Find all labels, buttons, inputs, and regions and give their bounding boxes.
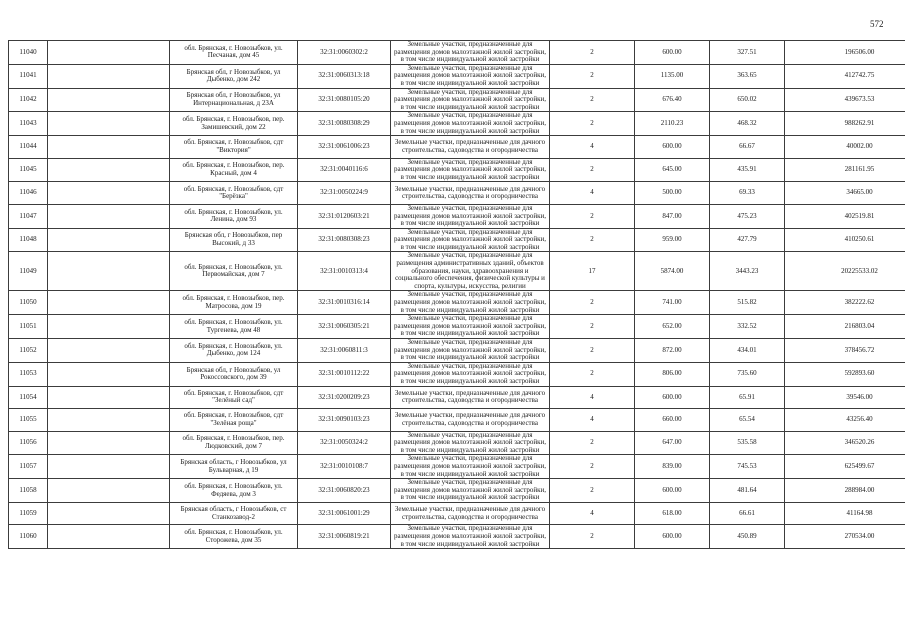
specific-value-cell: 535.58 — [710, 431, 785, 455]
address-cell: обл. Брянская, г. Новозыбков, пер. Красный, дом 4 — [170, 158, 298, 182]
specific-value-cell: 434.01 — [710, 339, 785, 363]
use-group-cell: 2 — [550, 362, 635, 386]
cadastral-value-cell: 39546.00 — [785, 386, 905, 409]
land-use-cell: Земельные участки, предназначенные для размещения домов малоэтажной жилой застройки, в том числе индивидуальной жилой застройки — [391, 479, 550, 503]
parcel-number: 11057 — [9, 455, 48, 479]
land-use-cell: Земельные участки, предназначенные для размещения домов малоэтажной жилой застройки, в том числе индивидуальной жилой застройки — [391, 158, 550, 182]
cadastral-value-cell: 412742.75 — [785, 64, 905, 88]
spacer-cell — [48, 182, 170, 205]
use-group-cell: 2 — [550, 158, 635, 182]
land-use-cell: Земельные участки, предназначенные для размещения домов малоэтажной жилой застройки, в том числе индивидуальной жилой застройки — [391, 455, 550, 479]
cadastral-number-cell: 32:31:0060819:21 — [298, 525, 391, 549]
use-group-cell: 2 — [550, 228, 635, 252]
address-cell: обл. Брянская, г. Новозыбков, сдт "Зелёная роща" — [170, 409, 298, 432]
parcel-number: 11047 — [9, 204, 48, 228]
address-cell: Брянская область, г Новозыбков, ст Станкозавод-2 — [170, 502, 298, 525]
spacer-cell — [48, 112, 170, 136]
area-cell: 847.00 — [635, 204, 710, 228]
cadastral-value-cell: 402519.81 — [785, 204, 905, 228]
specific-value-cell: 66.61 — [710, 502, 785, 525]
use-group-cell: 4 — [550, 502, 635, 525]
specific-value-cell: 650.02 — [710, 88, 785, 112]
cadastral-number-cell: 32:31:0080308:23 — [298, 228, 391, 252]
specific-value-cell: 66.67 — [710, 136, 785, 159]
spacer-cell — [48, 362, 170, 386]
use-group-cell: 2 — [550, 204, 635, 228]
specific-value-cell: 65.54 — [710, 409, 785, 432]
page-number: 572 — [870, 19, 884, 29]
land-use-cell: Земельные участки, предназначенные для дачного строительства, садоводства и огородничества — [391, 182, 550, 205]
land-use-cell: Земельные участки, предназначенные для размещения домов малоэтажной жилой застройки, в том числе индивидуальной жилой застройки — [391, 41, 550, 65]
table-row — [9, 228, 905, 252]
area-cell: 2110.23 — [635, 112, 710, 136]
area-cell: 600.00 — [635, 136, 710, 159]
area-cell: 600.00 — [635, 41, 710, 65]
specific-value-cell: 475.23 — [710, 204, 785, 228]
table-row — [9, 502, 905, 525]
table-row — [9, 41, 905, 65]
table-row — [9, 386, 905, 409]
area-cell: 618.00 — [635, 502, 710, 525]
cadastral-value-cell: 382222.62 — [785, 291, 905, 315]
spacer-cell — [48, 315, 170, 339]
cadastral-number-cell: 32:31:0050324:2 — [298, 431, 391, 455]
cadastral-number-cell: 32:31:0060302:2 — [298, 41, 391, 65]
use-group-cell: 2 — [550, 64, 635, 88]
address-cell: обл. Брянская, г. Новозыбков, сдт "Зелёный сад" — [170, 386, 298, 409]
parcel-number: 11060 — [9, 525, 48, 549]
spacer-cell — [48, 158, 170, 182]
table-row — [9, 204, 905, 228]
table-row — [9, 158, 905, 182]
address-cell: обл. Брянская, г. Новозыбков, сдт "Берёзка" — [170, 182, 298, 205]
cadastral-number-cell: 32:31:0010313:4 — [298, 252, 391, 291]
cadastral-number-cell: 32:31:0060305:21 — [298, 315, 391, 339]
spacer-cell — [48, 386, 170, 409]
specific-value-cell: 327.51 — [710, 41, 785, 65]
land-use-cell: Земельные участки, предназначенные для размещения домов малоэтажной жилой застройки, в том числе индивидуальной жилой застройки — [391, 112, 550, 136]
parcel-number: 11048 — [9, 228, 48, 252]
cadastral-value-cell: 288984.00 — [785, 479, 905, 503]
spacer-cell — [48, 409, 170, 432]
area-cell: 660.00 — [635, 409, 710, 432]
use-group-cell: 2 — [550, 41, 635, 65]
parcel-number: 11044 — [9, 136, 48, 159]
area-cell: 600.00 — [635, 479, 710, 503]
table-row — [9, 455, 905, 479]
area-cell: 839.00 — [635, 455, 710, 479]
specific-value-cell: 735.60 — [710, 362, 785, 386]
cadastral-number-cell: 32:31:0060820:23 — [298, 479, 391, 503]
cadastral-value-cell: 34665.00 — [785, 182, 905, 205]
land-use-cell: Земельные участки, предназначенные для дачного строительства, садоводства и огородничества — [391, 136, 550, 159]
land-use-cell: Земельные участки, предназначенные для размещения административных зданий, объектов образования, науки, здравоохранения и социального обеспечения, физической культуры и спорта, культуры, искусства, религии — [391, 252, 550, 291]
land-use-cell: Земельные участки, предназначенные для размещения домов малоэтажной жилой застройки, в том числе индивидуальной жилой застройки — [391, 291, 550, 315]
cadastral-value-cell: 410250.61 — [785, 228, 905, 252]
cadastral-value-cell: 20225533.02 — [785, 252, 905, 291]
area-cell: 741.00 — [635, 291, 710, 315]
cadastral-value-cell: 592893.60 — [785, 362, 905, 386]
cadastral-number-cell: 32:31:0050224:9 — [298, 182, 391, 205]
spacer-cell — [48, 88, 170, 112]
address-cell: Брянская область, г Новозыбков, ул Бульварная, д 19 — [170, 455, 298, 479]
area-cell: 676.40 — [635, 88, 710, 112]
address-cell: Брянская обл, г Новозыбков, пер Высокий, д 33 — [170, 228, 298, 252]
address-cell: Брянская обл, г Новозыбков, ул Рокоссовского, дом 39 — [170, 362, 298, 386]
address-cell: Брянская обл, г Новозыбков, ул Интернациональная, д 23А — [170, 88, 298, 112]
spacer-cell — [48, 228, 170, 252]
land-use-cell: Земельные участки, предназначенные для размещения домов малоэтажной жилой застройки, в том числе индивидуальной жилой застройки — [391, 88, 550, 112]
area-cell: 959.00 — [635, 228, 710, 252]
parcel-number: 11040 — [9, 41, 48, 65]
area-cell: 600.00 — [635, 525, 710, 549]
table-row — [9, 252, 905, 291]
area-cell: 645.00 — [635, 158, 710, 182]
use-group-cell: 4 — [550, 386, 635, 409]
spacer-cell — [48, 479, 170, 503]
spacer-cell — [48, 204, 170, 228]
specific-value-cell: 3443.23 — [710, 252, 785, 291]
use-group-cell: 2 — [550, 339, 635, 363]
table-row — [9, 362, 905, 386]
area-cell: 1135.00 — [635, 64, 710, 88]
area-cell: 600.00 — [635, 386, 710, 409]
address-cell: обл. Брянская, г. Новозыбков, пер. Людковский, дом 7 — [170, 431, 298, 455]
table-row — [9, 136, 905, 159]
cadastral-value-cell: 196506.00 — [785, 41, 905, 65]
parcel-number: 11042 — [9, 88, 48, 112]
spacer-cell — [48, 136, 170, 159]
cadastral-value-cell: 281161.95 — [785, 158, 905, 182]
table-row — [9, 431, 905, 455]
cadastral-number-cell: 32:31:0061006:23 — [298, 136, 391, 159]
table-row — [9, 315, 905, 339]
cadastral-value-cell: 43256.40 — [785, 409, 905, 432]
land-use-cell: Земельные участки, предназначенные для размещения домов малоэтажной жилой застройки, в том числе индивидуальной жилой застройки — [391, 525, 550, 549]
address-cell: обл. Брянская, г. Новозыбков, сдт "Виктория" — [170, 136, 298, 159]
cadastral-number-cell: 32:31:0080105:20 — [298, 88, 391, 112]
spacer-cell — [48, 64, 170, 88]
address-cell: обл. Брянская, г. Новозыбков, ул. Ленина, дом 93 — [170, 204, 298, 228]
address-cell: обл. Брянская, г. Новозыбков, ул. Тургенева, дом 48 — [170, 315, 298, 339]
use-group-cell: 2 — [550, 291, 635, 315]
use-group-cell: 4 — [550, 136, 635, 159]
land-use-cell: Земельные участки, предназначенные для размещения домов малоэтажной жилой застройки, в том числе индивидуальной жилой застройки — [391, 64, 550, 88]
address-cell: обл. Брянская, г. Новозыбков, ул. Первомайская, дом 7 — [170, 252, 298, 291]
use-group-cell: 2 — [550, 431, 635, 455]
specific-value-cell: 65.91 — [710, 386, 785, 409]
parcel-number: 11053 — [9, 362, 48, 386]
use-group-cell: 2 — [550, 455, 635, 479]
spacer-cell — [48, 41, 170, 65]
parcel-number: 11045 — [9, 158, 48, 182]
cadastral-number-cell: 32:31:0200209:23 — [298, 386, 391, 409]
spacer-cell — [48, 525, 170, 549]
cadastral-number-cell: 32:31:0120603:21 — [298, 204, 391, 228]
parcel-number: 11056 — [9, 431, 48, 455]
use-group-cell: 4 — [550, 182, 635, 205]
address-cell: обл. Брянская, г. Новозыбков, пер. Матросова, дом 19 — [170, 291, 298, 315]
area-cell: 5874.00 — [635, 252, 710, 291]
specific-value-cell: 481.64 — [710, 479, 785, 503]
specific-value-cell: 69.33 — [710, 182, 785, 205]
spacer-cell — [48, 339, 170, 363]
specific-value-cell: 468.32 — [710, 112, 785, 136]
land-use-cell: Земельные участки, предназначенные для размещения домов малоэтажной жилой застройки, в том числе индивидуальной жилой застройки — [391, 228, 550, 252]
land-use-cell: Земельные участки, предназначенные для размещения домов малоэтажной жилой застройки, в том числе индивидуальной жилой застройки — [391, 362, 550, 386]
use-group-cell: 4 — [550, 409, 635, 432]
table-body — [9, 41, 905, 549]
cadastral-number-cell: 32:31:0010108:7 — [298, 455, 391, 479]
parcel-number: 11058 — [9, 479, 48, 503]
cadastral-value-cell: 378456.72 — [785, 339, 905, 363]
cadastral-value-cell: 40002.00 — [785, 136, 905, 159]
parcel-number: 11049 — [9, 252, 48, 291]
area-cell: 500.00 — [635, 182, 710, 205]
cadastral-number-cell: 32:31:0061001:29 — [298, 502, 391, 525]
specific-value-cell: 515.82 — [710, 291, 785, 315]
use-group-cell: 2 — [550, 525, 635, 549]
area-cell: 652.00 — [635, 315, 710, 339]
land-use-cell: Земельные участки, предназначенные для размещения домов малоэтажной жилой застройки, в том числе индивидуальной жилой застройки — [391, 315, 550, 339]
parcel-number: 11043 — [9, 112, 48, 136]
cadastral-value-cell: 270534.00 — [785, 525, 905, 549]
parcel-number: 11050 — [9, 291, 48, 315]
cadastral-value-cell: 41164.98 — [785, 502, 905, 525]
land-use-cell: Земельные участки, предназначенные для размещения домов малоэтажной жилой застройки, в том числе индивидуальной жилой застройки — [391, 204, 550, 228]
cadastral-number-cell: 32:31:0010316:14 — [298, 291, 391, 315]
land-use-cell: Земельные участки, предназначенные для размещения домов малоэтажной жилой застройки, в том числе индивидуальной жилой застройки — [391, 339, 550, 363]
table-row — [9, 112, 905, 136]
spacer-cell — [48, 252, 170, 291]
cadastral-value-cell: 216803.04 — [785, 315, 905, 339]
table-row — [9, 479, 905, 503]
address-cell: обл. Брянская, г. Новозыбков, ул. Федяева, дом 3 — [170, 479, 298, 503]
specific-value-cell: 427.79 — [710, 228, 785, 252]
use-group-cell: 2 — [550, 479, 635, 503]
specific-value-cell: 745.53 — [710, 455, 785, 479]
cadastral-number-cell: 32:31:0040116:6 — [298, 158, 391, 182]
use-group-cell: 2 — [550, 88, 635, 112]
table-row — [9, 525, 905, 549]
parcel-number: 11041 — [9, 64, 48, 88]
parcel-number: 11055 — [9, 409, 48, 432]
cadastral-value-cell: 625499.67 — [785, 455, 905, 479]
parcel-number: 11059 — [9, 502, 48, 525]
cadastral-value-table — [8, 40, 905, 549]
specific-value-cell: 363.65 — [710, 64, 785, 88]
cadastral-number-cell: 32:31:0080308:29 — [298, 112, 391, 136]
spacer-cell — [48, 502, 170, 525]
address-cell: обл. Брянская, г. Новозыбков, ул. Песчаная, дом 45 — [170, 41, 298, 65]
land-use-cell: Земельные участки, предназначенные для дачного строительства, садоводства и огородничества — [391, 409, 550, 432]
area-cell: 806.00 — [635, 362, 710, 386]
cadastral-number-cell: 32:31:0060811:3 — [298, 339, 391, 363]
spacer-cell — [48, 431, 170, 455]
spacer-cell — [48, 455, 170, 479]
use-group-cell: 2 — [550, 112, 635, 136]
address-cell: обл. Брянская, г. Новозыбков, пер. Замишевский, дом 22 — [170, 112, 298, 136]
spacer-cell — [48, 291, 170, 315]
specific-value-cell: 435.91 — [710, 158, 785, 182]
specific-value-cell: 332.52 — [710, 315, 785, 339]
cadastral-value-cell: 346520.26 — [785, 431, 905, 455]
parcel-number: 11046 — [9, 182, 48, 205]
land-use-cell: Земельные участки, предназначенные для размещения домов малоэтажной жилой застройки, в том числе индивидуальной жилой застройки — [391, 431, 550, 455]
area-cell: 647.00 — [635, 431, 710, 455]
address-cell: обл. Брянская, г. Новозыбков, ул. Сторожева, дом 35 — [170, 525, 298, 549]
cadastral-value-cell: 439673.53 — [785, 88, 905, 112]
table-row — [9, 64, 905, 88]
cadastral-number-cell: 32:31:0060313:18 — [298, 64, 391, 88]
table-row — [9, 291, 905, 315]
land-use-cell: Земельные участки, предназначенные для дачного строительства, садоводства и огородничества — [391, 502, 550, 525]
cadastral-number-cell: 32:31:0090103:23 — [298, 409, 391, 432]
parcel-number: 11051 — [9, 315, 48, 339]
parcel-number: 11052 — [9, 339, 48, 363]
land-use-cell: Земельные участки, предназначенные для дачного строительства, садоводства и огородничества — [391, 386, 550, 409]
area-cell: 872.00 — [635, 339, 710, 363]
table-row — [9, 182, 905, 205]
use-group-cell: 2 — [550, 315, 635, 339]
use-group-cell: 17 — [550, 252, 635, 291]
table-row — [9, 339, 905, 363]
table-row — [9, 409, 905, 432]
address-cell: Брянская обл, г Новозыбков, ул Дыбенко, дом 242 — [170, 64, 298, 88]
table-row — [9, 88, 905, 112]
cadastral-number-cell: 32:31:0010112:22 — [298, 362, 391, 386]
specific-value-cell: 450.89 — [710, 525, 785, 549]
cadastral-value-cell: 988262.91 — [785, 112, 905, 136]
address-cell: обл. Брянская, г. Новозыбков, ул. Дыбенко, дом 124 — [170, 339, 298, 363]
parcel-number: 11054 — [9, 386, 48, 409]
